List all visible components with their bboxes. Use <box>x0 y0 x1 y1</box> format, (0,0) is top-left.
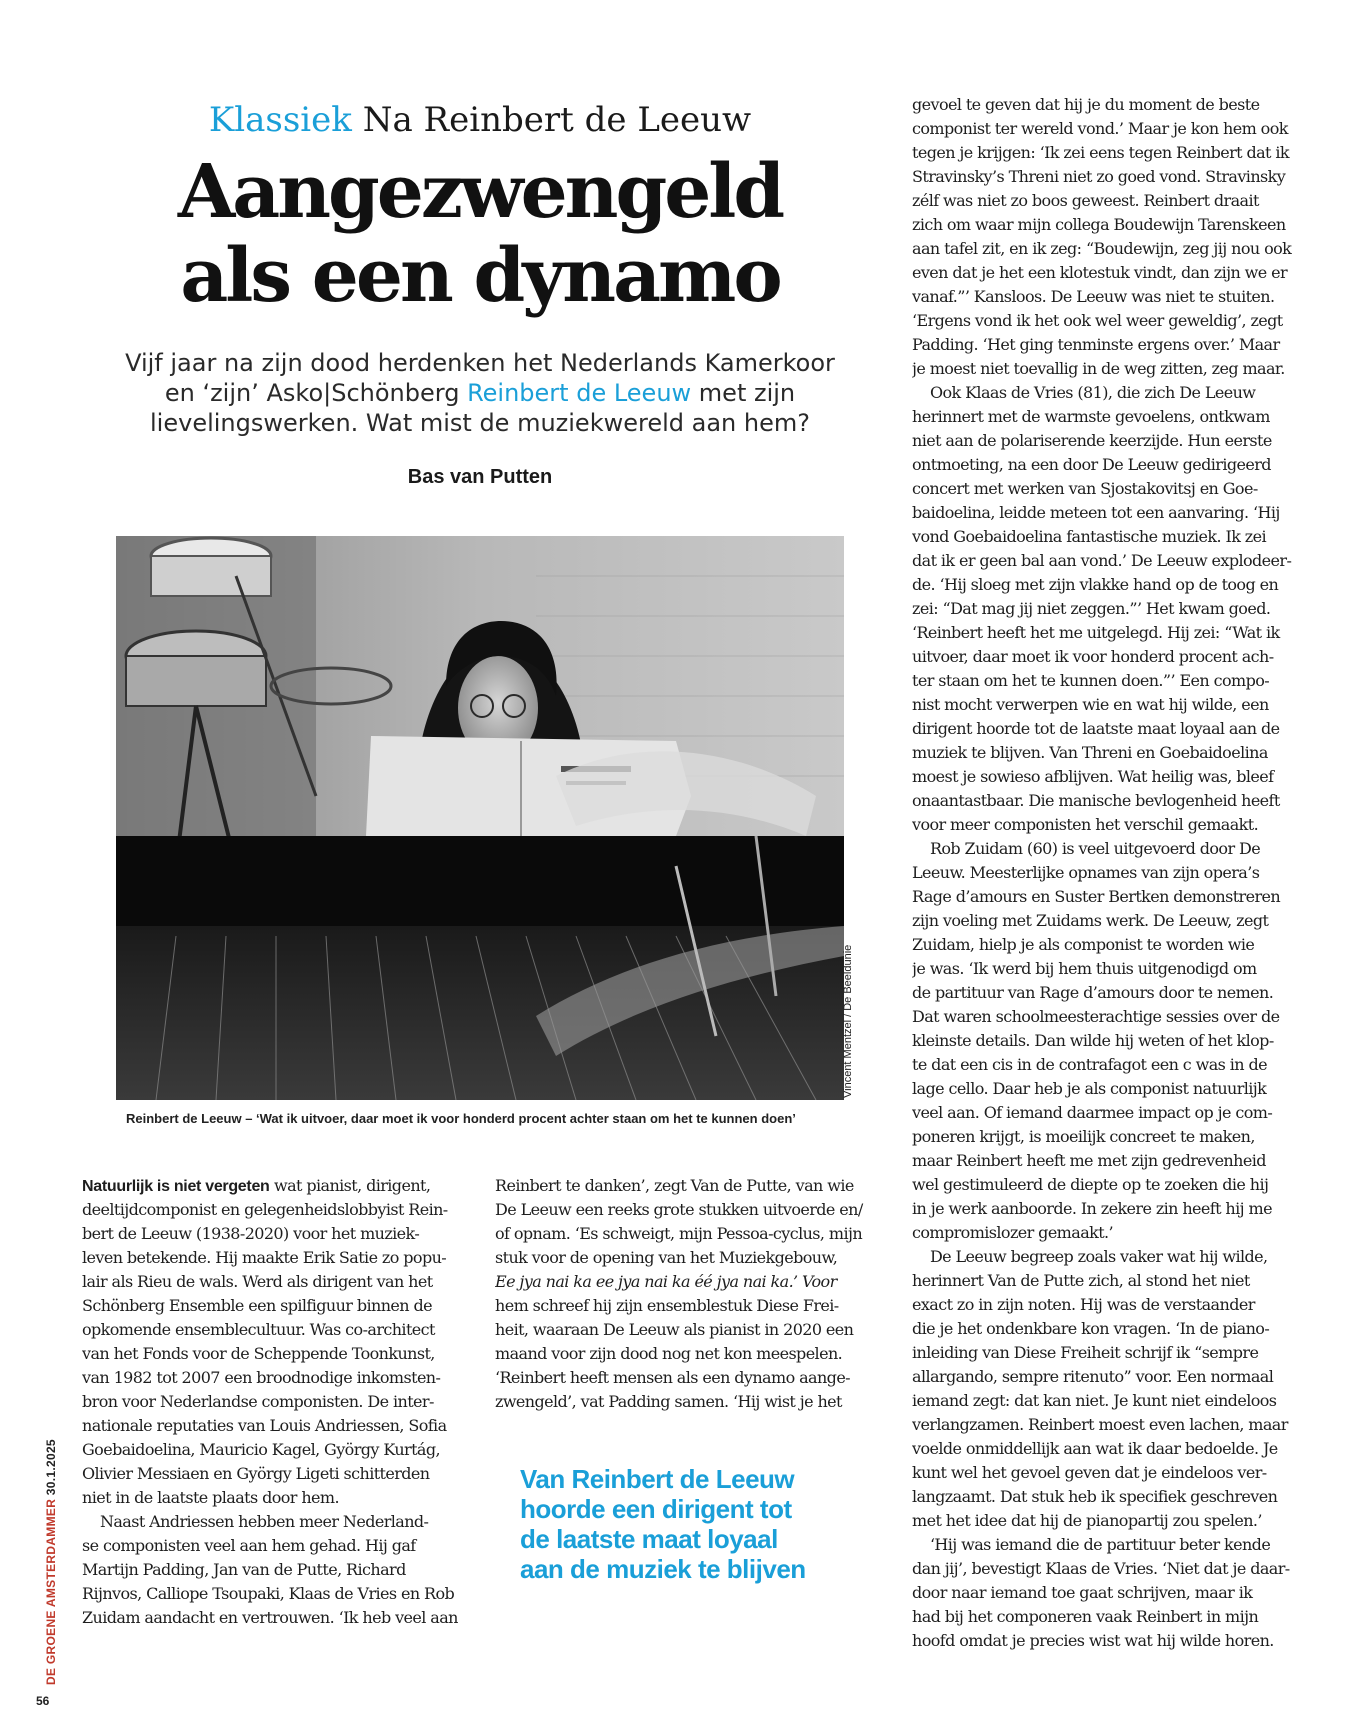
text-line: Zuidam, hielp je als componist te worden wie <box>912 935 1255 954</box>
text-line: exact zo in zijn noten. Hij was de verstaander <box>912 1295 1255 1314</box>
text-line: se componisten veel aan hem gehad. Hij gaf <box>82 1536 416 1555</box>
text-line: lage cello. Daar heb je als componist natuurlijk <box>912 1079 1267 1098</box>
text-line: Padding. ‘Het ging tenminste ergens over.’ Maar <box>912 335 1280 354</box>
standfirst <box>90 348 870 438</box>
text-line: lair als Rieu de wals. Werd als dirigent van het <box>82 1272 433 1291</box>
text-line: allargando, sempre ritenuto” voor. Een normaal <box>912 1367 1274 1386</box>
text-line: ‘Reinbert heeft het me uitgelegd. Hij zei: “Wat ik <box>912 623 1280 642</box>
text-line <box>82 1174 472 1198</box>
text-line: veel aan. Of iemand daarmee impact op je com- <box>912 1103 1273 1122</box>
standfirst-highlight: Reinbert de Leeuw <box>467 379 692 407</box>
text-line: leven betekende. Hij maakte Erik Satie zo popu- <box>82 1248 447 1267</box>
text-line: wel gestimuleerd de diepte op te zoeken die hij <box>912 1175 1269 1194</box>
text-line: uitvoer, daar moet ik voor honderd procent ach- <box>912 647 1274 666</box>
photo-credit: Vincent Mentzel / De Beeldunie <box>842 944 854 1098</box>
text-line: met het idee dat hij de pianopartij zou spelen.’ <box>912 1511 1262 1530</box>
text-line: te dat een cis in de contrafagot een c was in de <box>912 1055 1267 1074</box>
text-line: de partituur van Rage d’amours door te nemen. <box>912 983 1274 1002</box>
text-line: moest je sowieso afblijven. Wat heilig was, bleef <box>912 767 1274 786</box>
column-left <box>82 1174 472 1630</box>
text-line: Olivier Messiaen en György Ligeti schitterden <box>82 1464 430 1483</box>
headline <box>100 150 860 318</box>
text-line: zijn voeling met Zuidams werk. De Leeuw, zegt <box>912 911 1269 930</box>
byline: Bas van Putten <box>407 466 553 488</box>
text-line: hoofd omdat je precies wist wat hij wilde horen. <box>912 1631 1274 1650</box>
text-line: deeltijdcomponist en gelegenheidslobbyist Rein- <box>82 1200 448 1219</box>
headline-line-2: als een dynamo <box>180 233 780 319</box>
text-line: ontmoeting, na een door De Leeuw gedirigeerd <box>912 455 1271 474</box>
text-line: Leeuw. Meesterlijke opnames van zijn opera’s <box>912 863 1260 882</box>
text-line: door naar iemand toe gaat schrijven, maar ik <box>912 1583 1253 1602</box>
text-line: voelde onmiddellijk aan wat ik daar bedoelde. Je <box>912 1439 1278 1458</box>
text-line: in je werk aanboorde. In zekere zin heeft hij me <box>912 1199 1272 1218</box>
text-line: De Leeuw begreep zoals vaker wat hij wilde, <box>912 1247 1268 1266</box>
pull-quote-line: aan de muziek te blijven <box>520 1554 806 1584</box>
text-line: ‘Ergens vond ik het ook wel weer geweldig’, zegt <box>912 311 1283 330</box>
text-line: gevoel te geven dat hij je du moment de beste <box>912 95 1260 114</box>
headline-line-1: Aangezwengeld <box>177 149 783 235</box>
issue-date: 30.1.2025 <box>44 1439 58 1496</box>
standfirst-line-1: Vijf jaar na zijn dood herdenken het Nederlands Kamerkoor <box>125 349 835 377</box>
kicker-title: Na Reinbert de Leeuw <box>362 100 752 140</box>
text-line: Zuidam aandacht en vertrouwen. ‘Ik heb veel aan <box>82 1608 458 1627</box>
text-line: De Leeuw een reeks grote stukken uitvoerde en/ <box>495 1200 863 1219</box>
text-line: kunt wel het gevoel geven dat je eindeloos ver- <box>912 1463 1267 1482</box>
text-line: compromislozer gemaakt.’ <box>912 1223 1114 1242</box>
photo-illustration <box>116 536 844 1100</box>
text-line: nist mocht verwerpen wie en wat hij wilde, een <box>912 695 1269 714</box>
article-photo <box>116 536 844 1100</box>
text-line: vond Goebaidoelina fantastische muziek. Ik zei <box>912 527 1266 546</box>
text-line: je was. ‘Ik werd bij hem thuis uitgenodigd om <box>912 959 1257 978</box>
pull-quote-line: hoorde een dirigent tot <box>520 1494 792 1524</box>
text-line: van 1982 tot 2007 een broodnodige inkomsten- <box>82 1368 441 1387</box>
text-line: vanaf.”’ Kansloos. De Leeuw was niet te stuiten. <box>912 287 1275 306</box>
text-line: of opnam. ‘Es schweigt, mijn Pessoa-cyclus, mijn <box>495 1224 863 1243</box>
text-line: opkomende ensemblecultuur. Was co-architect <box>82 1320 435 1339</box>
text-line: concert met werken van Sjostakovitsj en Goe- <box>912 479 1258 498</box>
text-line: Martijn Padding, Jan van de Putte, Richard <box>82 1560 406 1579</box>
text-line: Schönberg Ensemble een spilfiguur binnen de <box>82 1296 432 1315</box>
text-line: de. ‘Hij sloeg met zijn vlakke hand op de toog en <box>912 575 1279 594</box>
text-line: die je het ondenkbare kon vragen. ‘In de piano- <box>912 1319 1270 1338</box>
text-line: Reinbert te danken’, zegt Van de Putte, van wie <box>495 1176 854 1195</box>
standfirst-line-2-post: met zijn <box>691 379 796 407</box>
text-line: kleinste details. Dan wilde hij weten of het klop- <box>912 1031 1274 1050</box>
pull-quote <box>520 1464 880 1584</box>
text-line: Rob Zuidam (60) is veel uitgevoerd door De <box>912 839 1261 858</box>
text-line-rest: wat pianist, dirigent, <box>269 1176 431 1195</box>
photo-caption: Reinbert de Leeuw – ‘Wat ik uitvoer, daar moet ik voor honderd procent achter staan om het te kunnen doen’ <box>126 1111 796 1126</box>
text-line: je moest niet toevallig in de weg zitten, zeg maar. <box>912 359 1285 378</box>
text-line: Stravinsky’s Threni niet zo goed vond. Stravinsky <box>912 167 1286 186</box>
text-line: aan tafel zit, en ik zeg: “Boudewijn, zeg jij nou ook <box>912 239 1292 258</box>
text-line: ‘Reinbert heeft mensen als een dynamo aange- <box>495 1368 850 1387</box>
standfirst-line-2 <box>90 378 870 408</box>
text-line: muziek te blijven. Van Threni en Goebaidoelina <box>912 743 1268 762</box>
column-right <box>912 93 1292 1653</box>
text-line: iemand zegt: dat kan niet. Je kunt niet eindeloos <box>912 1391 1277 1410</box>
text-line: ‘Hij was iemand die de partituur beter kende <box>912 1535 1271 1554</box>
text-line: maar Reinbert heeft me met zijn gedrevenheid <box>912 1151 1266 1170</box>
publication-name: DE GROENE AMSTERDAMMER <box>44 1498 58 1685</box>
text-line: nationale reputaties van Louis Andriessen, Sofia <box>82 1416 447 1435</box>
text-line: maand voor zijn dood nog net kon meespelen. <box>495 1344 843 1363</box>
text-line: dan jij’, bevestigt Klaas de Vries. ‘Niet dat je daar- <box>912 1559 1290 1578</box>
text-line: bert de Leeuw (1938-2020) voor het muziek- <box>82 1224 420 1243</box>
text-line: dat ik er geen bal aan vond.’ De Leeuw explodeer- <box>912 551 1292 570</box>
text-line: van het Fonds voor de Scheppende Toonkunst, <box>82 1344 435 1363</box>
text-line: componist ter wereld vond.’ Maar je kon hem ook <box>912 119 1288 138</box>
text-line: niet in de laatste plaats door hem. <box>82 1488 339 1507</box>
text-line: verlangzamen. Reinbert moest even lachen, maar <box>912 1415 1288 1434</box>
text-line: onaantastbaar. Die manische bevlogenheid heeft <box>912 791 1280 810</box>
text-line: bron voor Nederlandse componisten. De inter- <box>82 1392 434 1411</box>
text-line: Ook Klaas de Vries (81), die zich De Leeuw <box>912 383 1256 402</box>
text-line: even dat je het een klotestuk vindt, dan zijn we er <box>912 263 1288 282</box>
text-line: inleiding van Diese Freiheit schrijf ik “sempre <box>912 1343 1259 1362</box>
column-middle <box>495 1174 875 1414</box>
kicker <box>100 100 860 140</box>
text-line: zwengeld’, vat Padding samen. ‘Hij wist je het <box>495 1392 842 1411</box>
text-line: Dat waren schoolmeesterachtige sessies over de <box>912 1007 1280 1026</box>
text-line: Rage d’amours en Suster Bertken demonstreren <box>912 887 1281 906</box>
pull-quote-line: Van Reinbert de Leeuw <box>520 1464 795 1494</box>
publication-sideline <box>44 1439 58 1685</box>
text-line: dirigent hoorde tot de laatste maat loyaal aan de <box>912 719 1280 738</box>
text-line: Goebaidoelina, Mauricio Kagel, György Kurtág, <box>82 1440 440 1459</box>
text-line: zich om waar mijn collega Boudewijn Tarenskeen <box>912 215 1286 234</box>
text-line: voor meer componisten het verschil gemaakt. <box>912 815 1259 834</box>
text-line: zei: “Dat mag jij niet zeggen.”’ Het kwam goed. <box>912 599 1271 618</box>
text-line: heit, waaraan De Leeuw als pianist in 2020 een <box>495 1320 854 1339</box>
text-line: Naast Andriessen hebben meer Nederland- <box>82 1512 429 1531</box>
text-line: herinnert Van de Putte zich, al stond het niet <box>912 1271 1250 1290</box>
page-number: 56 <box>36 1694 50 1708</box>
text-line: niet aan de polariserende keerzijde. Hun eerste <box>912 431 1272 450</box>
text-line: tegen je krijgen: ‘Ik zei eens tegen Reinbert dat ik <box>912 143 1289 162</box>
text-line: stuk voor de opening van het Muziekgebouw, <box>495 1248 838 1267</box>
lead-in: Natuurlijk is niet vergeten <box>82 1178 270 1195</box>
text-line: Ee jya nai ka ee jya nai ka éé jya nai ka.’ Voor <box>495 1272 837 1291</box>
section-label: Klassiek <box>208 100 352 140</box>
text-line: poneren krijgt, is moeilijk concreet te maken, <box>912 1127 1255 1146</box>
pull-quote-line: de laatste maat loyaal <box>520 1524 778 1554</box>
text-line: baidoelina, leidde meteen tot een aanvaring. ‘Hij <box>912 503 1280 522</box>
text-line: herinnert met de warmste gevoelens, ontkwam <box>912 407 1270 426</box>
text-line: ter staan om het te kunnen doen.”’ Een compo- <box>912 671 1270 690</box>
text-line: langzaamt. Dat stuk heb ik specifiek geschreven <box>912 1487 1278 1506</box>
standfirst-line-3: lievelingswerken. Wat mist de muziekwereld aan hem? <box>150 409 810 437</box>
text-line: Rijnvos, Calliope Tsoupaki, Klaas de Vries en Rob <box>82 1584 455 1603</box>
text-line: zélf was niet zo boos geweest. Reinbert draait <box>912 191 1259 210</box>
text-line: had bij het componeren vaak Reinbert in mijn <box>912 1607 1259 1626</box>
standfirst-line-2-pre: en ‘zijn’ Asko|Schönberg <box>164 379 468 407</box>
text-line: hem schreef hij zijn ensemblestuk Diese Frei- <box>495 1296 839 1315</box>
